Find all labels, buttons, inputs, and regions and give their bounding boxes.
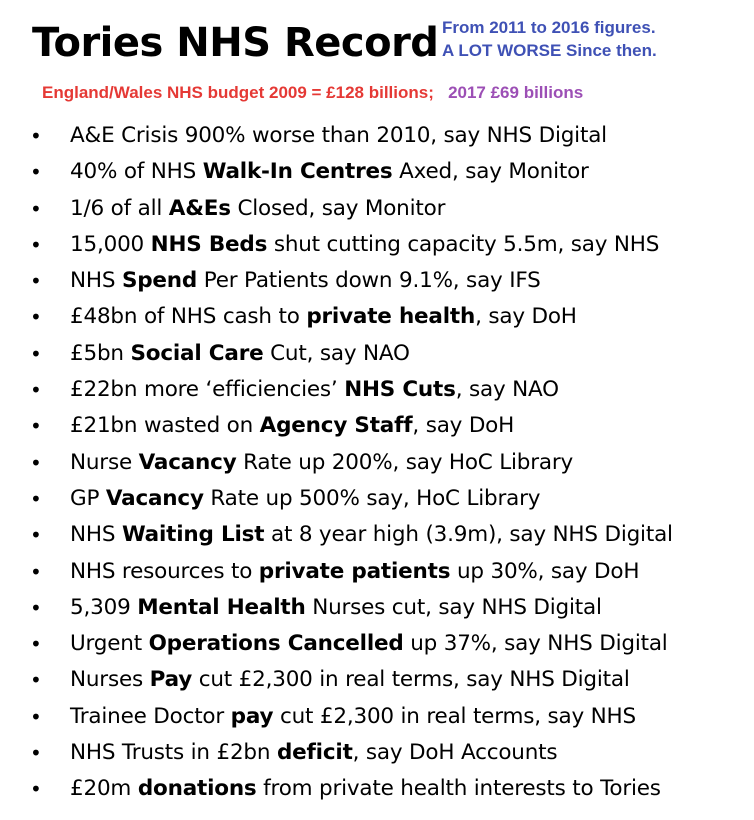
bullet-icon: • <box>30 777 42 802</box>
plain-text: from private health interests to Tories <box>256 776 661 802</box>
bullet-icon: • <box>30 378 42 403</box>
plain-text: £5bn <box>70 340 131 366</box>
bullet-icon: • <box>30 559 42 584</box>
emphasis-text: Social Care <box>130 340 264 366</box>
plain-text: Cut, say NAO <box>263 340 410 366</box>
list-item-text <box>70 372 559 408</box>
plain-text: £20m <box>70 776 138 802</box>
plain-text: Trainee Doctor <box>70 703 231 729</box>
plain-text: 15,000 <box>70 231 151 257</box>
list-item-text <box>70 191 445 227</box>
plain-text: Nurses <box>70 667 150 693</box>
plain-text: £21bn wasted on <box>70 413 260 439</box>
plain-text: shut cutting capacity 5.5m, say NHS <box>267 231 660 257</box>
list-item-text <box>70 699 636 735</box>
plain-text: Axed, say Monitor <box>392 159 589 185</box>
bullet-icon: • <box>30 486 42 511</box>
plain-text: NHS resources to <box>70 558 259 584</box>
emphasis-text: NHS Beds <box>150 231 268 257</box>
bullet-icon: • <box>30 741 42 766</box>
emphasis-text: Vacancy <box>138 449 237 475</box>
bullet-icon: • <box>30 668 42 693</box>
bullet-icon: • <box>30 595 42 620</box>
plain-text: £48bn of NHS cash to <box>70 304 307 330</box>
plain-text: Urgent <box>70 631 149 657</box>
list-item-text <box>70 336 410 372</box>
list-item-text <box>70 408 514 444</box>
note <box>442 16 657 62</box>
plain-text: 5,309 <box>70 594 138 620</box>
list-item-text <box>70 445 573 481</box>
plain-text: NHS Trusts in £2bn <box>70 740 277 766</box>
plain-text: up 37%, say NHS Digital <box>403 631 668 657</box>
plain-text: up 30%, say DoH <box>450 558 640 584</box>
plain-text: 40% of NHS <box>70 159 203 185</box>
bullet-icon: • <box>30 341 42 366</box>
plain-text: Nurse <box>70 449 139 475</box>
plain-text: , say DoH Accounts <box>352 740 558 766</box>
bullet-icon: • <box>30 450 42 475</box>
list-item-text <box>70 517 673 553</box>
emphasis-text: Operations Cancelled <box>148 631 404 657</box>
plain-text: NHS <box>70 522 122 548</box>
emphasis-text: Agency Staff <box>259 413 413 439</box>
plain-text: 1/6 of all <box>70 195 169 221</box>
list-item-text <box>70 299 577 335</box>
plain-text: A&E Crisis 900% worse than 2010, say NHS Digital <box>70 123 607 148</box>
note-line-1: From 2011 to 2016 figures. <box>442 18 656 37</box>
plain-text: Per Patients down 9.1%, say IFS <box>197 268 541 294</box>
plain-text: cut £2,300 in real terms, say NHS Digital <box>192 667 630 693</box>
plain-text: NHS <box>70 268 122 294</box>
emphasis-text: NHS Cuts <box>344 377 456 403</box>
list-item-text <box>70 227 659 263</box>
list-item-text <box>70 263 541 299</box>
bullet-icon: • <box>30 196 42 221</box>
list-item-text <box>70 481 540 517</box>
plain-text: Rate up 500% say, HoC Library <box>203 485 541 511</box>
plain-text: Closed, say Monitor <box>230 195 446 221</box>
plain-text: £22bn more ‘efficiencies’ <box>70 377 345 403</box>
page-title: Tories NHS Record <box>32 20 439 66</box>
emphasis-text: deficit <box>276 740 353 766</box>
list-item-text <box>70 154 589 190</box>
bullet-icon: • <box>30 704 42 729</box>
list-item-text <box>70 118 607 154</box>
bullet-icon: • <box>30 632 42 657</box>
plain-text: cut £2,300 in real terms, say NHS <box>273 703 636 729</box>
list-item-text <box>70 662 630 698</box>
plain-text: , say DoH <box>475 304 577 330</box>
emphasis-text: private health <box>306 304 476 330</box>
list-item-text <box>70 554 639 590</box>
emphasis-text: Mental Health <box>137 594 306 620</box>
emphasis-text: private patients <box>258 558 451 584</box>
emphasis-text: Spend <box>121 268 198 294</box>
bullet-icon: • <box>30 523 42 548</box>
plain-text: , say DoH <box>412 413 515 439</box>
list-item-text <box>70 735 557 771</box>
bullet-icon: • <box>30 232 42 257</box>
list-item-text <box>70 590 602 626</box>
bullet-icon: • <box>30 269 42 294</box>
bullet-icon: • <box>30 160 42 185</box>
plain-text: GP <box>70 485 106 511</box>
emphasis-text: Vacancy <box>105 485 204 511</box>
bullet-icon: • <box>30 414 42 439</box>
bullet-icon: • <box>30 305 42 330</box>
budget-2017: 2017 £69 billions <box>448 83 584 102</box>
emphasis-text: donations <box>137 776 257 802</box>
plain-text: Rate up 200%, say HoC Library <box>236 449 574 475</box>
note-line-2: A LOT WORSE Since then. <box>442 41 657 60</box>
emphasis-text: Waiting List <box>121 522 265 548</box>
plain-text: at 8 year high (3.9m), say NHS Digital <box>264 522 673 548</box>
emphasis-text: Pay <box>149 667 193 693</box>
plain-text: , say NAO <box>455 377 559 403</box>
bullet-icon: • <box>30 124 42 148</box>
budget-line <box>42 83 583 103</box>
emphasis-text: pay <box>230 703 274 729</box>
emphasis-text: A&Es <box>168 195 231 221</box>
list-item-text <box>70 626 668 662</box>
budget-2009: England/Wales NHS budget 2009 = £128 billions; <box>42 83 434 102</box>
list-item-text <box>70 771 661 807</box>
emphasis-text: Walk-In Centres <box>202 159 393 185</box>
plain-text: Nurses cut, say NHS Digital <box>305 594 602 620</box>
